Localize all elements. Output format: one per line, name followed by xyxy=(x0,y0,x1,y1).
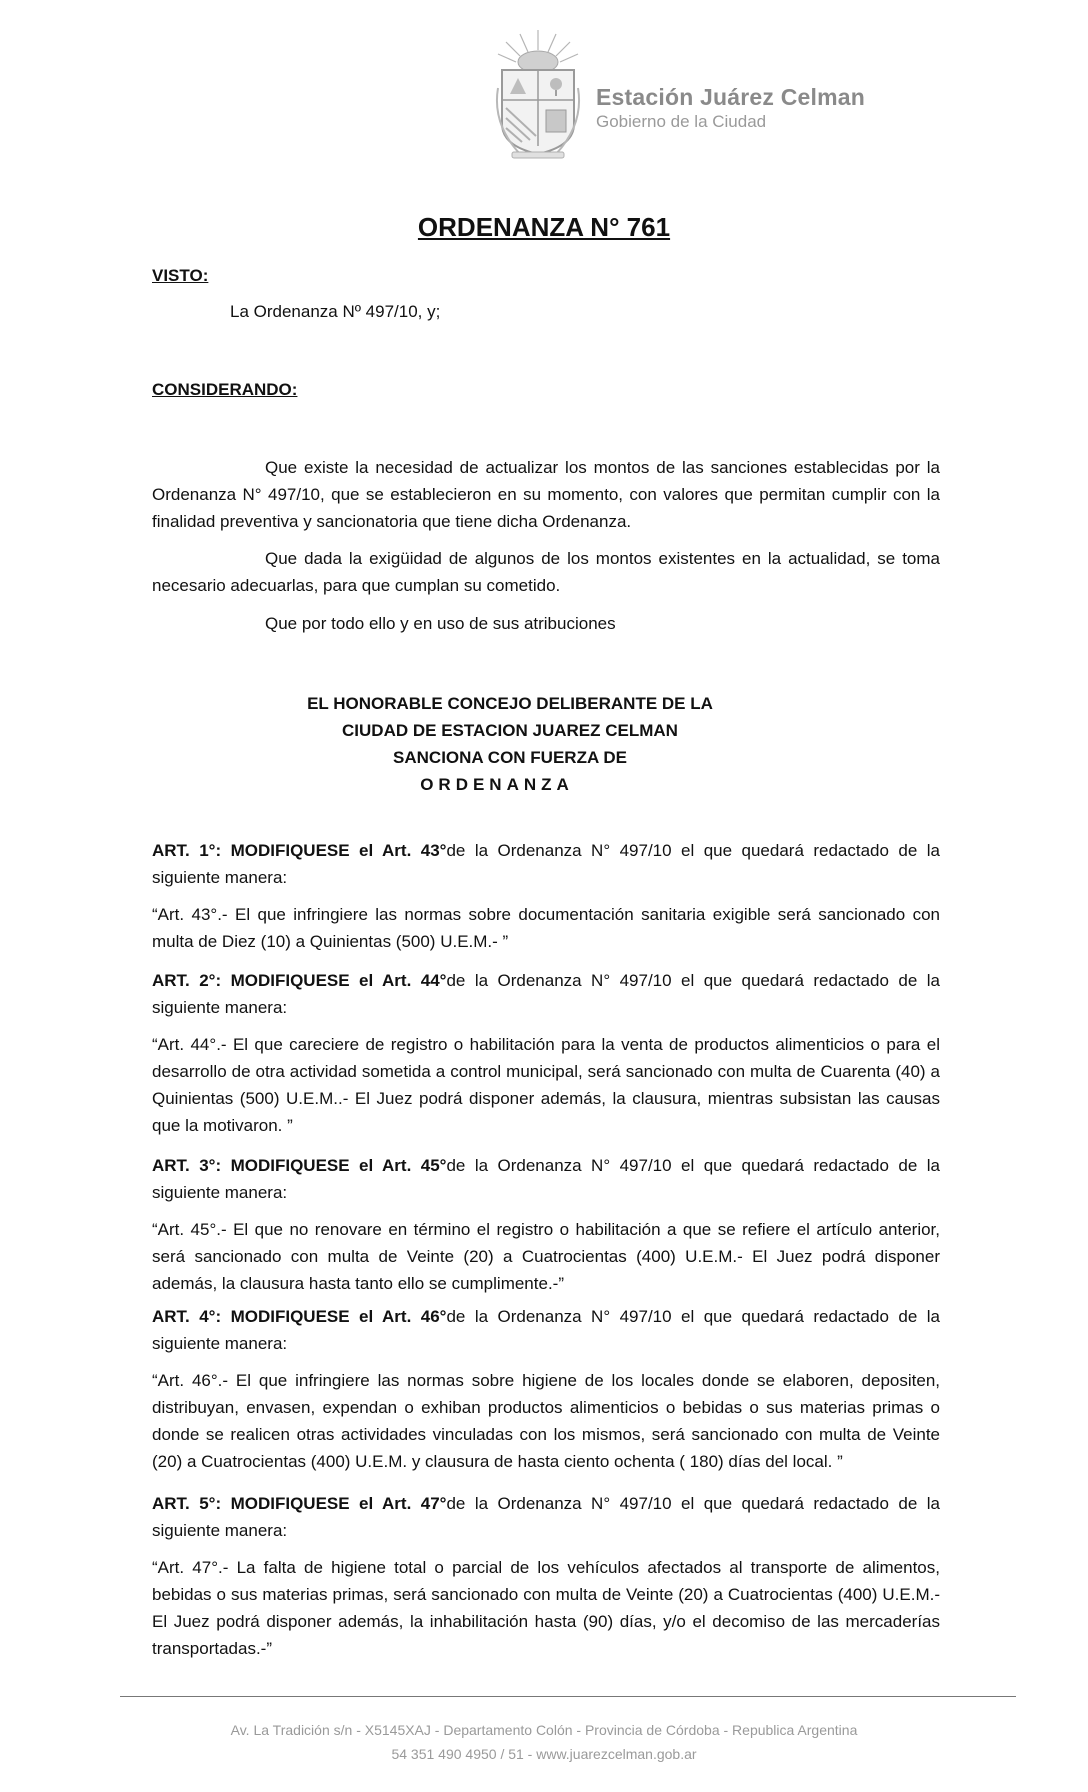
considerando-paragraph-2: Que dada la exigüidad de algunos de los montos existentes en la actualidad, se toma necesario adecuarlas, para que cumplan su cometido. xyxy=(152,549,940,595)
article-1 xyxy=(152,837,940,955)
article-2 xyxy=(152,967,940,1139)
article-3 xyxy=(152,1152,940,1297)
article-1-heading-rest: de la Ordenanza N° 497/10 el que quedará redactado de la siguiente manera: xyxy=(152,841,940,887)
footer-contact: 54 351 490 4950 / 51 - www.juarezcelman.gob.ar xyxy=(391,1746,697,1762)
footer-address: Av. La Tradición s/n - X5145XAJ - Departamento Colón - Provincia de Córdoba - Republica Argentina xyxy=(230,1722,858,1738)
resolution-line-1: EL HONORABLE CONCEJO DELIBERANTE DE LA xyxy=(307,694,713,713)
article-2-body: “Art. 44°.- El que careciere de registro o habilitación para la venta de productos alimenticios o para el desarrollo de otra actividad sometida a control municipal, será sancionado con multa de Cuarenta (40) a Quinientas (500) U.E.M..- El Juez podrá disponer además, la clausura, mientras subsistan las causas que la motivaron. ” xyxy=(152,1035,940,1135)
article-4-heading-bold: ART. 4°: MODIFIQUESE el Art. 46° xyxy=(152,1307,447,1326)
considerando-paragraph-3: Que por todo ello y en uso de sus atribuciones xyxy=(265,614,616,633)
article-4-heading xyxy=(152,1303,940,1357)
brand-block xyxy=(596,84,865,132)
document-title: ORDENANZA N° 761 xyxy=(417,212,671,242)
article-2-heading-rest: de la Ordenanza N° 497/10 el que quedará redactado de la siguiente manera: xyxy=(152,971,940,1017)
article-2-heading-bold: ART. 2°: MODIFIQUESE el Art. 44° xyxy=(152,971,447,990)
resolution-heading xyxy=(230,690,790,798)
visto-label: VISTO: xyxy=(152,266,209,285)
article-4-heading-rest: de la Ordenanza N° 497/10 el que quedará redactado de la siguiente manera: xyxy=(152,1307,940,1353)
considerando-paragraph-1: Que existe la necesidad de actualizar los montos de las sanciones establecidas por la Ordenanza N° 497/10, que se establecieron en su momento, con valores que permitan cumplir con la finalidad preventiva y sancionatoria que tiene dicha Ordenanza. xyxy=(152,458,940,531)
article-2-heading xyxy=(152,967,940,1021)
article-3-heading-rest: de la Ordenanza N° 497/10 el que quedará redactado de la siguiente manera: xyxy=(152,1156,940,1202)
visto-text: La Ordenanza Nº 497/10, y; xyxy=(230,302,441,321)
brand-subtitle: Gobierno de la Ciudad xyxy=(596,112,767,131)
article-3-heading-bold: ART. 3°: MODIFIQUESE el Art. 45° xyxy=(152,1156,447,1175)
visto-section xyxy=(152,262,940,325)
footer-divider xyxy=(120,1696,1016,1697)
article-3-heading xyxy=(152,1152,940,1206)
brand-name: Estación Juárez Celman xyxy=(596,84,866,110)
article-1-body: “Art. 43°.- El que infringiere las normas sobre documentación sanitaria exigible será sancionado con multa de Diez (10) a Quinientas (500) U.E.M.- ” xyxy=(152,905,940,951)
considerando-section xyxy=(152,376,940,403)
article-5 xyxy=(152,1490,940,1662)
article-4 xyxy=(152,1303,940,1475)
article-4-body: “Art. 46°.- El que infringiere las normas sobre higiene de los locales donde se elaboren, depositen, distribuyan, envasen, expendan o exhiban productos alimenticios o bebidas o sus materias primas o donde se realicen otras actividades vinculadas con los mismos, será sancionado con multa de Veinte (20) a Cuatrocientas (400) U.E.M. y clausura de hasta ciento ochenta ( 180) días del local. ” xyxy=(152,1371,940,1471)
city-crest-logo xyxy=(490,28,586,160)
resolution-line-2: CIUDAD DE ESTACION JUAREZ CELMAN xyxy=(342,721,678,740)
article-1-heading-bold: ART. 1°: MODIFIQUESE el Art. 43° xyxy=(152,841,447,860)
resolution-line-4: ORDENANZA xyxy=(420,775,574,794)
article-5-body: “Art. 47°.- La falta de higiene total o parcial de los vehículos afectados al transporte de alimentos, bebidas o sus materias primas, será sancionado con multa de Veinte (20) a Cuatrocientas (400) U.E.M.- El Juez podrá disponer además, la inhabilitación hasta (90) días, y/o el decomiso de las mercaderías transportadas.-” xyxy=(152,1558,940,1658)
article-5-heading-rest: de la Ordenanza N° 497/10 el que quedará redactado de la siguiente manera: xyxy=(152,1494,940,1540)
considerando-label: CONSIDERANDO: xyxy=(152,380,298,399)
article-5-heading xyxy=(152,1490,940,1544)
article-5-heading-bold: ART. 5°: MODIFIQUESE el Art. 47° xyxy=(152,1494,447,1513)
resolution-line-3: SANCIONA CON FUERZA DE xyxy=(393,748,627,767)
article-1-heading xyxy=(152,837,940,891)
article-3-body: “Art. 45°.- El que no renovare en término el registro o habilitación a que se refiere el artículo anterior, será sancionado con multa de Veinte (20) a Cuatrocientas (400) U.E.M.- El Juez podrá disponer además, la clausura hasta tanto ello se cumplimente.-” xyxy=(152,1220,940,1293)
